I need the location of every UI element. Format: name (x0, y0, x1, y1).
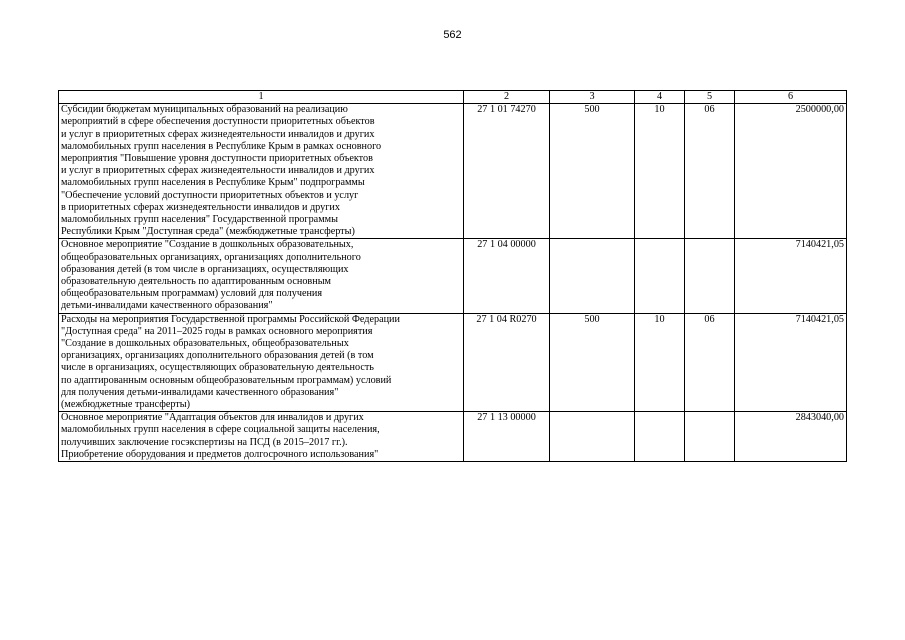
table-row (59, 239, 847, 313)
row-description: Основное мероприятие "Создание в дошкольных образовательных, общеобразовательных организациях, организациях дополнительного образования детей (в том числе в организациях, осуществляющих образовательную деятельность по адаптированным основным общеобразовательным программам) условий для получения детьми-инвалидами качественного образования" (59, 239, 464, 313)
row-col5 (685, 412, 735, 462)
row-description: Субсидии бюджетам муниципальных образований на реализацию мероприятий в сфере обеспечения доступности приоритетных объектов и услуг в приоритетных сферах жизнедеятельности инвалидов и других маломобильных групп населения в Республике Крым в рамках основного мероприятия "Повышение уровня доступности приоритетных объектов и услуг в приоритетных сферах жизнедеятельности инвалидов и других маломобильных групп населения в Республике Крым" подпрограммы "Обеспечение условий доступности приоритетных объектов и услуг в приоритетных сферах жизнедеятельности инвалидов и других маломобильных групп населения" Государственной программы Республики Крым "Доступная среда" (межбюджетные трансферты) (59, 104, 464, 239)
table-header-row (59, 91, 847, 104)
row-code: 27 1 04 00000 (464, 239, 550, 313)
row-col3 (550, 412, 635, 462)
row-col4 (635, 412, 685, 462)
row-col5: 06 (685, 313, 735, 412)
row-col4: 10 (635, 313, 685, 412)
table-row (59, 412, 847, 462)
row-code: 27 1 04 R0270 (464, 313, 550, 412)
row-col4: 10 (635, 104, 685, 239)
column-header-4: 4 (635, 91, 685, 104)
column-header-5: 5 (685, 91, 735, 104)
row-col3: 500 (550, 104, 635, 239)
row-amount: 7140421,05 (735, 313, 847, 412)
row-description: Основное мероприятие "Адаптация объектов для инвалидов и других маломобильных групп населения в сфере социальной защиты населения, получивших заключение госэкспертизы на ПСД (в 2015–2017 гг.). Приобретение оборудования и предметов долгосрочного использования" (59, 412, 464, 462)
column-header-6: 6 (735, 91, 847, 104)
row-col5 (685, 239, 735, 313)
column-header-1: 1 (59, 91, 464, 104)
table-row (59, 313, 847, 412)
table-row (59, 104, 847, 239)
row-code: 27 1 01 74270 (464, 104, 550, 239)
column-header-3: 3 (550, 91, 635, 104)
row-amount: 2500000,00 (735, 104, 847, 239)
row-description: Расходы на мероприятия Государственной программы Российской Федерации "Доступная среда" на 2011–2025 годы в рамках основного мероприятия "Создание в дошкольных образовательных, общеобразовательных организациях, организациях дополнительного образования детей (в том числе в организациях, осуществляющих образовательную деятельность по адаптированным основным общеобразовательным программам) условий для получения детьми-инвалидами качественного образования" (межбюджетные трансферты) (59, 313, 464, 412)
row-code: 27 1 13 00000 (464, 412, 550, 462)
row-col4 (635, 239, 685, 313)
budget-table (58, 90, 847, 462)
row-col5: 06 (685, 104, 735, 239)
column-header-2: 2 (464, 91, 550, 104)
row-col3 (550, 239, 635, 313)
row-amount: 7140421,05 (735, 239, 847, 313)
page-number: 562 (443, 29, 462, 41)
row-amount: 2843040,00 (735, 412, 847, 462)
row-col3: 500 (550, 313, 635, 412)
